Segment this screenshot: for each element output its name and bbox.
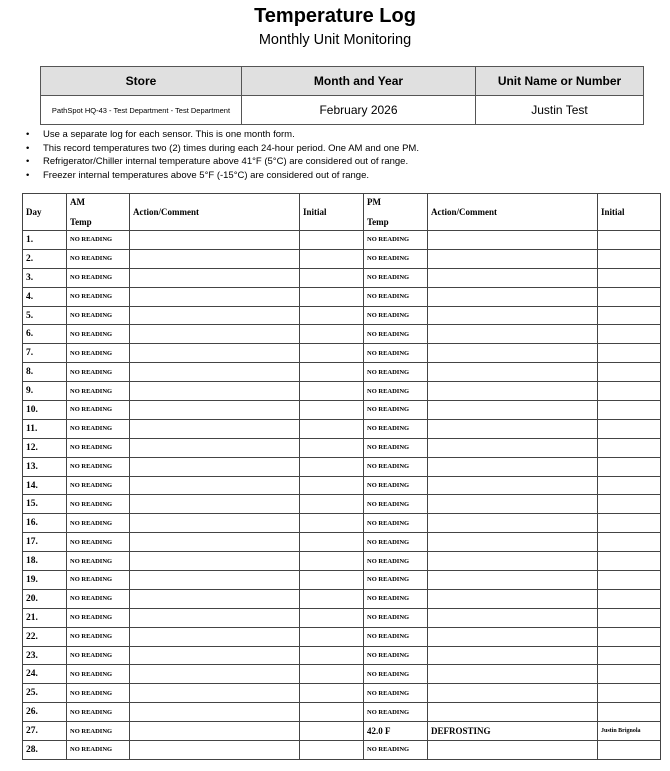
day-cell: 21.	[23, 608, 67, 627]
am-temp-label: Temp	[70, 217, 92, 227]
table-row	[23, 325, 661, 344]
day-column-header: Day	[23, 194, 67, 231]
day-cell: 8.	[23, 363, 67, 382]
log-body	[23, 231, 661, 760]
pm-temp-cell: NO READING	[364, 401, 428, 420]
pm-temp-cell: NO READING	[364, 268, 428, 287]
pm-initial-cell	[598, 476, 661, 495]
table-row	[23, 608, 661, 627]
table-row	[23, 401, 661, 420]
page-subtitle: Monthly Unit Monitoring	[258, 32, 412, 48]
pm-action-cell: DEFROSTING	[428, 722, 598, 741]
unit-name-header: Unit Name or Number	[476, 67, 644, 96]
pm-initial-cell	[598, 325, 661, 344]
pm-initial-cell	[598, 608, 661, 627]
pm-temp-cell: NO READING	[364, 476, 428, 495]
am-action-cell	[130, 344, 300, 363]
pm-temp-cell: NO READING	[364, 419, 428, 438]
am-action-cell	[130, 438, 300, 457]
pm-initial-cell	[598, 703, 661, 722]
am-temp-cell: NO READING	[67, 495, 130, 514]
pm-initial-column-header: Initial	[598, 194, 661, 231]
pm-temp-cell: NO READING	[364, 514, 428, 533]
day-cell: 16.	[23, 514, 67, 533]
day-cell: 19.	[23, 571, 67, 590]
table-row	[23, 722, 661, 741]
am-action-column-header: Action/Comment	[130, 194, 300, 231]
instruction-item	[24, 142, 419, 156]
day-cell: 18.	[23, 552, 67, 571]
am-action-cell	[130, 401, 300, 420]
pm-action-cell	[428, 476, 598, 495]
pm-temp-cell: NO READING	[364, 741, 428, 760]
am-initial-cell	[300, 249, 364, 268]
am-initial-cell	[300, 552, 364, 571]
am-temp-cell: NO READING	[67, 608, 130, 627]
am-action-cell	[130, 552, 300, 571]
am-temp-cell: NO READING	[67, 438, 130, 457]
table-row	[23, 533, 661, 552]
store-value: PathSpot HQ-43 - Test Department - Test Department	[41, 96, 242, 125]
table-row	[23, 495, 661, 514]
am-temp-cell: NO READING	[67, 703, 130, 722]
table-row	[23, 589, 661, 608]
pm-temp-cell: NO READING	[364, 627, 428, 646]
day-cell: 4.	[23, 287, 67, 306]
table-row	[23, 382, 661, 401]
am-action-cell	[130, 703, 300, 722]
table-row	[23, 344, 661, 363]
pm-initial-cell	[598, 646, 661, 665]
pm-initial-cell	[598, 363, 661, 382]
am-temp-cell: NO READING	[67, 665, 130, 684]
unit-name-value: Justin Test	[476, 96, 644, 125]
pm-temp-label: Temp	[367, 217, 389, 227]
am-temp-cell: NO READING	[67, 268, 130, 287]
table-row	[23, 457, 661, 476]
am-temp-cell: NO READING	[67, 344, 130, 363]
am-initial-cell	[300, 306, 364, 325]
pm-temp-cell: NO READING	[364, 249, 428, 268]
am-initial-cell	[300, 665, 364, 684]
page-title: Temperature Log	[254, 5, 416, 27]
pm-action-cell	[428, 589, 598, 608]
instruction-item	[24, 155, 419, 169]
day-cell: 26.	[23, 703, 67, 722]
day-cell: 11.	[23, 419, 67, 438]
pm-action-cell	[428, 514, 598, 533]
am-initial-cell	[300, 382, 364, 401]
day-cell: 3.	[23, 268, 67, 287]
am-initial-cell	[300, 627, 364, 646]
pm-initial-cell	[598, 401, 661, 420]
am-temp-cell: NO READING	[67, 419, 130, 438]
pm-temp-cell: NO READING	[364, 646, 428, 665]
info-table	[40, 66, 644, 125]
pm-action-cell	[428, 382, 598, 401]
am-initial-cell	[300, 401, 364, 420]
am-action-cell	[130, 533, 300, 552]
temperature-log-table	[22, 193, 661, 760]
am-initial-cell	[300, 344, 364, 363]
table-row	[23, 476, 661, 495]
store-header: Store	[41, 67, 242, 96]
pm-action-cell	[428, 646, 598, 665]
am-temp-cell: NO READING	[67, 684, 130, 703]
am-action-cell	[130, 495, 300, 514]
pm-action-cell	[428, 533, 598, 552]
am-temp-cell: NO READING	[67, 306, 130, 325]
month-year-value: February 2026	[242, 96, 476, 125]
am-temp-cell: NO READING	[67, 589, 130, 608]
pm-action-cell	[428, 419, 598, 438]
table-row	[23, 703, 661, 722]
day-cell: 1.	[23, 231, 67, 250]
am-label: AM	[70, 197, 85, 207]
am-initial-cell	[300, 268, 364, 287]
pm-temp-cell: NO READING	[364, 571, 428, 590]
day-cell: 12.	[23, 438, 67, 457]
pm-initial-cell	[598, 495, 661, 514]
am-action-cell	[130, 457, 300, 476]
day-cell: 5.	[23, 306, 67, 325]
pm-temp-cell: NO READING	[364, 438, 428, 457]
pm-initial-cell	[598, 438, 661, 457]
am-action-cell	[130, 306, 300, 325]
pm-initial-cell	[598, 306, 661, 325]
am-temp-cell: NO READING	[67, 249, 130, 268]
pm-temp-cell: NO READING	[364, 533, 428, 552]
pm-temp-cell: NO READING	[364, 325, 428, 344]
day-cell: 15.	[23, 495, 67, 514]
table-row	[23, 363, 661, 382]
pm-action-cell	[428, 344, 598, 363]
am-initial-cell	[300, 703, 364, 722]
pm-temp-cell: NO READING	[364, 344, 428, 363]
am-initial-cell	[300, 325, 364, 344]
am-temp-cell: NO READING	[67, 741, 130, 760]
bullet-icon: •	[26, 156, 30, 168]
pm-action-cell	[428, 249, 598, 268]
pm-action-cell	[428, 741, 598, 760]
pm-temp-cell: 42.0 F	[364, 722, 428, 741]
pm-initial-cell: Justin Brignola	[598, 722, 661, 741]
instruction-item	[24, 169, 419, 183]
am-action-cell	[130, 589, 300, 608]
pm-initial-cell	[598, 665, 661, 684]
pm-initial-cell	[598, 552, 661, 571]
am-temp-cell: NO READING	[67, 287, 130, 306]
pm-initial-cell	[598, 382, 661, 401]
am-action-cell	[130, 325, 300, 344]
am-temp-cell: NO READING	[67, 514, 130, 533]
am-action-cell	[130, 627, 300, 646]
am-action-cell	[130, 363, 300, 382]
day-cell: 28.	[23, 741, 67, 760]
table-row	[23, 419, 661, 438]
am-temp-cell: NO READING	[67, 627, 130, 646]
table-row	[23, 287, 661, 306]
am-initial-cell	[300, 589, 364, 608]
day-cell: 17.	[23, 533, 67, 552]
am-initial-cell	[300, 495, 364, 514]
table-row	[23, 571, 661, 590]
am-action-cell	[130, 268, 300, 287]
pm-initial-cell	[598, 627, 661, 646]
am-action-cell	[130, 665, 300, 684]
am-action-cell	[130, 722, 300, 741]
pm-initial-cell	[598, 231, 661, 250]
am-initial-cell	[300, 287, 364, 306]
am-action-cell	[130, 646, 300, 665]
am-initial-cell	[300, 722, 364, 741]
pm-initial-cell	[598, 344, 661, 363]
table-row	[23, 514, 661, 533]
am-temp-cell: NO READING	[67, 231, 130, 250]
table-row	[23, 552, 661, 571]
table-row	[23, 249, 661, 268]
table-row	[23, 665, 661, 684]
day-cell: 13.	[23, 457, 67, 476]
day-cell: 9.	[23, 382, 67, 401]
am-temp-cell: NO READING	[67, 533, 130, 552]
day-cell: 10.	[23, 401, 67, 420]
pm-action-cell	[428, 665, 598, 684]
pm-initial-cell	[598, 457, 661, 476]
pm-temp-cell: NO READING	[364, 495, 428, 514]
pm-initial-cell	[598, 287, 661, 306]
am-initial-cell	[300, 741, 364, 760]
am-temp-cell: NO READING	[67, 457, 130, 476]
am-initial-cell	[300, 419, 364, 438]
am-initial-cell	[300, 533, 364, 552]
am-action-cell	[130, 741, 300, 760]
pm-temp-cell: NO READING	[364, 287, 428, 306]
pm-initial-cell	[598, 249, 661, 268]
am-action-cell	[130, 231, 300, 250]
table-row	[23, 438, 661, 457]
day-cell: 25.	[23, 684, 67, 703]
instruction-text: Freezer internal temperatures above 5°F (-15°C) are considered out of range.	[43, 169, 370, 181]
pm-temp-cell: NO READING	[364, 382, 428, 401]
pm-temp-cell: NO READING	[364, 703, 428, 722]
pm-temp-cell: NO READING	[364, 231, 428, 250]
pm-temp-column-header	[364, 194, 428, 231]
pm-action-cell	[428, 552, 598, 571]
pm-temp-cell: NO READING	[364, 684, 428, 703]
am-initial-cell	[300, 608, 364, 627]
day-cell: 6.	[23, 325, 67, 344]
instruction-text: Use a separate log for each sensor. This is one month form.	[43, 129, 295, 140]
am-action-cell	[130, 684, 300, 703]
pm-action-column-header: Action/Comment	[428, 194, 598, 231]
am-temp-cell: NO READING	[67, 382, 130, 401]
month-year-header: Month and Year	[242, 67, 476, 96]
pm-action-cell	[428, 401, 598, 420]
pm-temp-cell: NO READING	[364, 552, 428, 571]
pm-action-cell	[428, 457, 598, 476]
am-initial-cell	[300, 514, 364, 533]
table-row	[23, 306, 661, 325]
instruction-text: This record temperatures two (2) times during each 24-hour period. One AM and one PM.	[43, 142, 419, 154]
am-temp-cell: NO READING	[67, 552, 130, 571]
pm-initial-cell	[598, 589, 661, 608]
am-action-cell	[130, 571, 300, 590]
instruction-item	[24, 128, 419, 142]
am-action-cell	[130, 249, 300, 268]
am-temp-cell: NO READING	[67, 476, 130, 495]
am-initial-cell	[300, 457, 364, 476]
am-initial-cell	[300, 363, 364, 382]
pm-action-cell	[428, 571, 598, 590]
instruction-text: Refrigerator/Chiller internal temperature above 41°F (5°C) are considered out of range.	[43, 156, 409, 168]
table-row	[23, 268, 661, 287]
pm-action-cell	[428, 438, 598, 457]
am-action-cell	[130, 287, 300, 306]
pm-initial-cell	[598, 419, 661, 438]
pm-temp-cell: NO READING	[364, 363, 428, 382]
table-row	[23, 231, 661, 250]
pm-temp-cell: NO READING	[364, 608, 428, 627]
am-action-cell	[130, 382, 300, 401]
am-initial-column-header: Initial	[300, 194, 364, 231]
pm-action-cell	[428, 268, 598, 287]
day-cell: 24.	[23, 665, 67, 684]
am-initial-cell	[300, 646, 364, 665]
table-row	[23, 627, 661, 646]
day-cell: 27.	[23, 722, 67, 741]
day-cell: 20.	[23, 589, 67, 608]
am-action-cell	[130, 608, 300, 627]
am-temp-cell: NO READING	[67, 722, 130, 741]
pm-initial-cell	[598, 741, 661, 760]
am-temp-cell: NO READING	[67, 571, 130, 590]
table-row	[23, 741, 661, 760]
day-cell: 7.	[23, 344, 67, 363]
pm-action-cell	[428, 495, 598, 514]
bullet-icon: •	[26, 129, 30, 140]
pm-temp-cell: NO READING	[364, 457, 428, 476]
am-initial-cell	[300, 438, 364, 457]
am-temp-cell: NO READING	[67, 325, 130, 344]
pm-action-cell	[428, 627, 598, 646]
am-action-cell	[130, 476, 300, 495]
bullet-icon: •	[26, 142, 30, 154]
am-temp-cell: NO READING	[67, 363, 130, 382]
pm-initial-cell	[598, 571, 661, 590]
table-row	[23, 646, 661, 665]
day-cell: 14.	[23, 476, 67, 495]
am-action-cell	[130, 419, 300, 438]
pm-initial-cell	[598, 514, 661, 533]
bullet-icon: •	[26, 169, 30, 181]
pm-action-cell	[428, 306, 598, 325]
am-initial-cell	[300, 476, 364, 495]
am-action-cell	[130, 514, 300, 533]
day-cell: 22.	[23, 627, 67, 646]
pm-temp-cell: NO READING	[364, 665, 428, 684]
am-temp-cell: NO READING	[67, 646, 130, 665]
am-temp-cell: NO READING	[67, 401, 130, 420]
day-cell: 2.	[23, 249, 67, 268]
table-row	[23, 684, 661, 703]
pm-initial-cell	[598, 684, 661, 703]
pm-action-cell	[428, 684, 598, 703]
pm-temp-cell: NO READING	[364, 306, 428, 325]
am-initial-cell	[300, 231, 364, 250]
instructions-list	[24, 128, 419, 182]
pm-temp-cell: NO READING	[364, 589, 428, 608]
pm-initial-cell	[598, 268, 661, 287]
pm-action-cell	[428, 231, 598, 250]
pm-action-cell	[428, 287, 598, 306]
am-initial-cell	[300, 571, 364, 590]
am-temp-column-header	[67, 194, 130, 231]
day-cell: 23.	[23, 646, 67, 665]
pm-action-cell	[428, 325, 598, 344]
pm-label: PM	[367, 197, 381, 207]
am-initial-cell	[300, 684, 364, 703]
pm-initial-cell	[598, 533, 661, 552]
pm-action-cell	[428, 608, 598, 627]
pm-action-cell	[428, 363, 598, 382]
pm-action-cell	[428, 703, 598, 722]
